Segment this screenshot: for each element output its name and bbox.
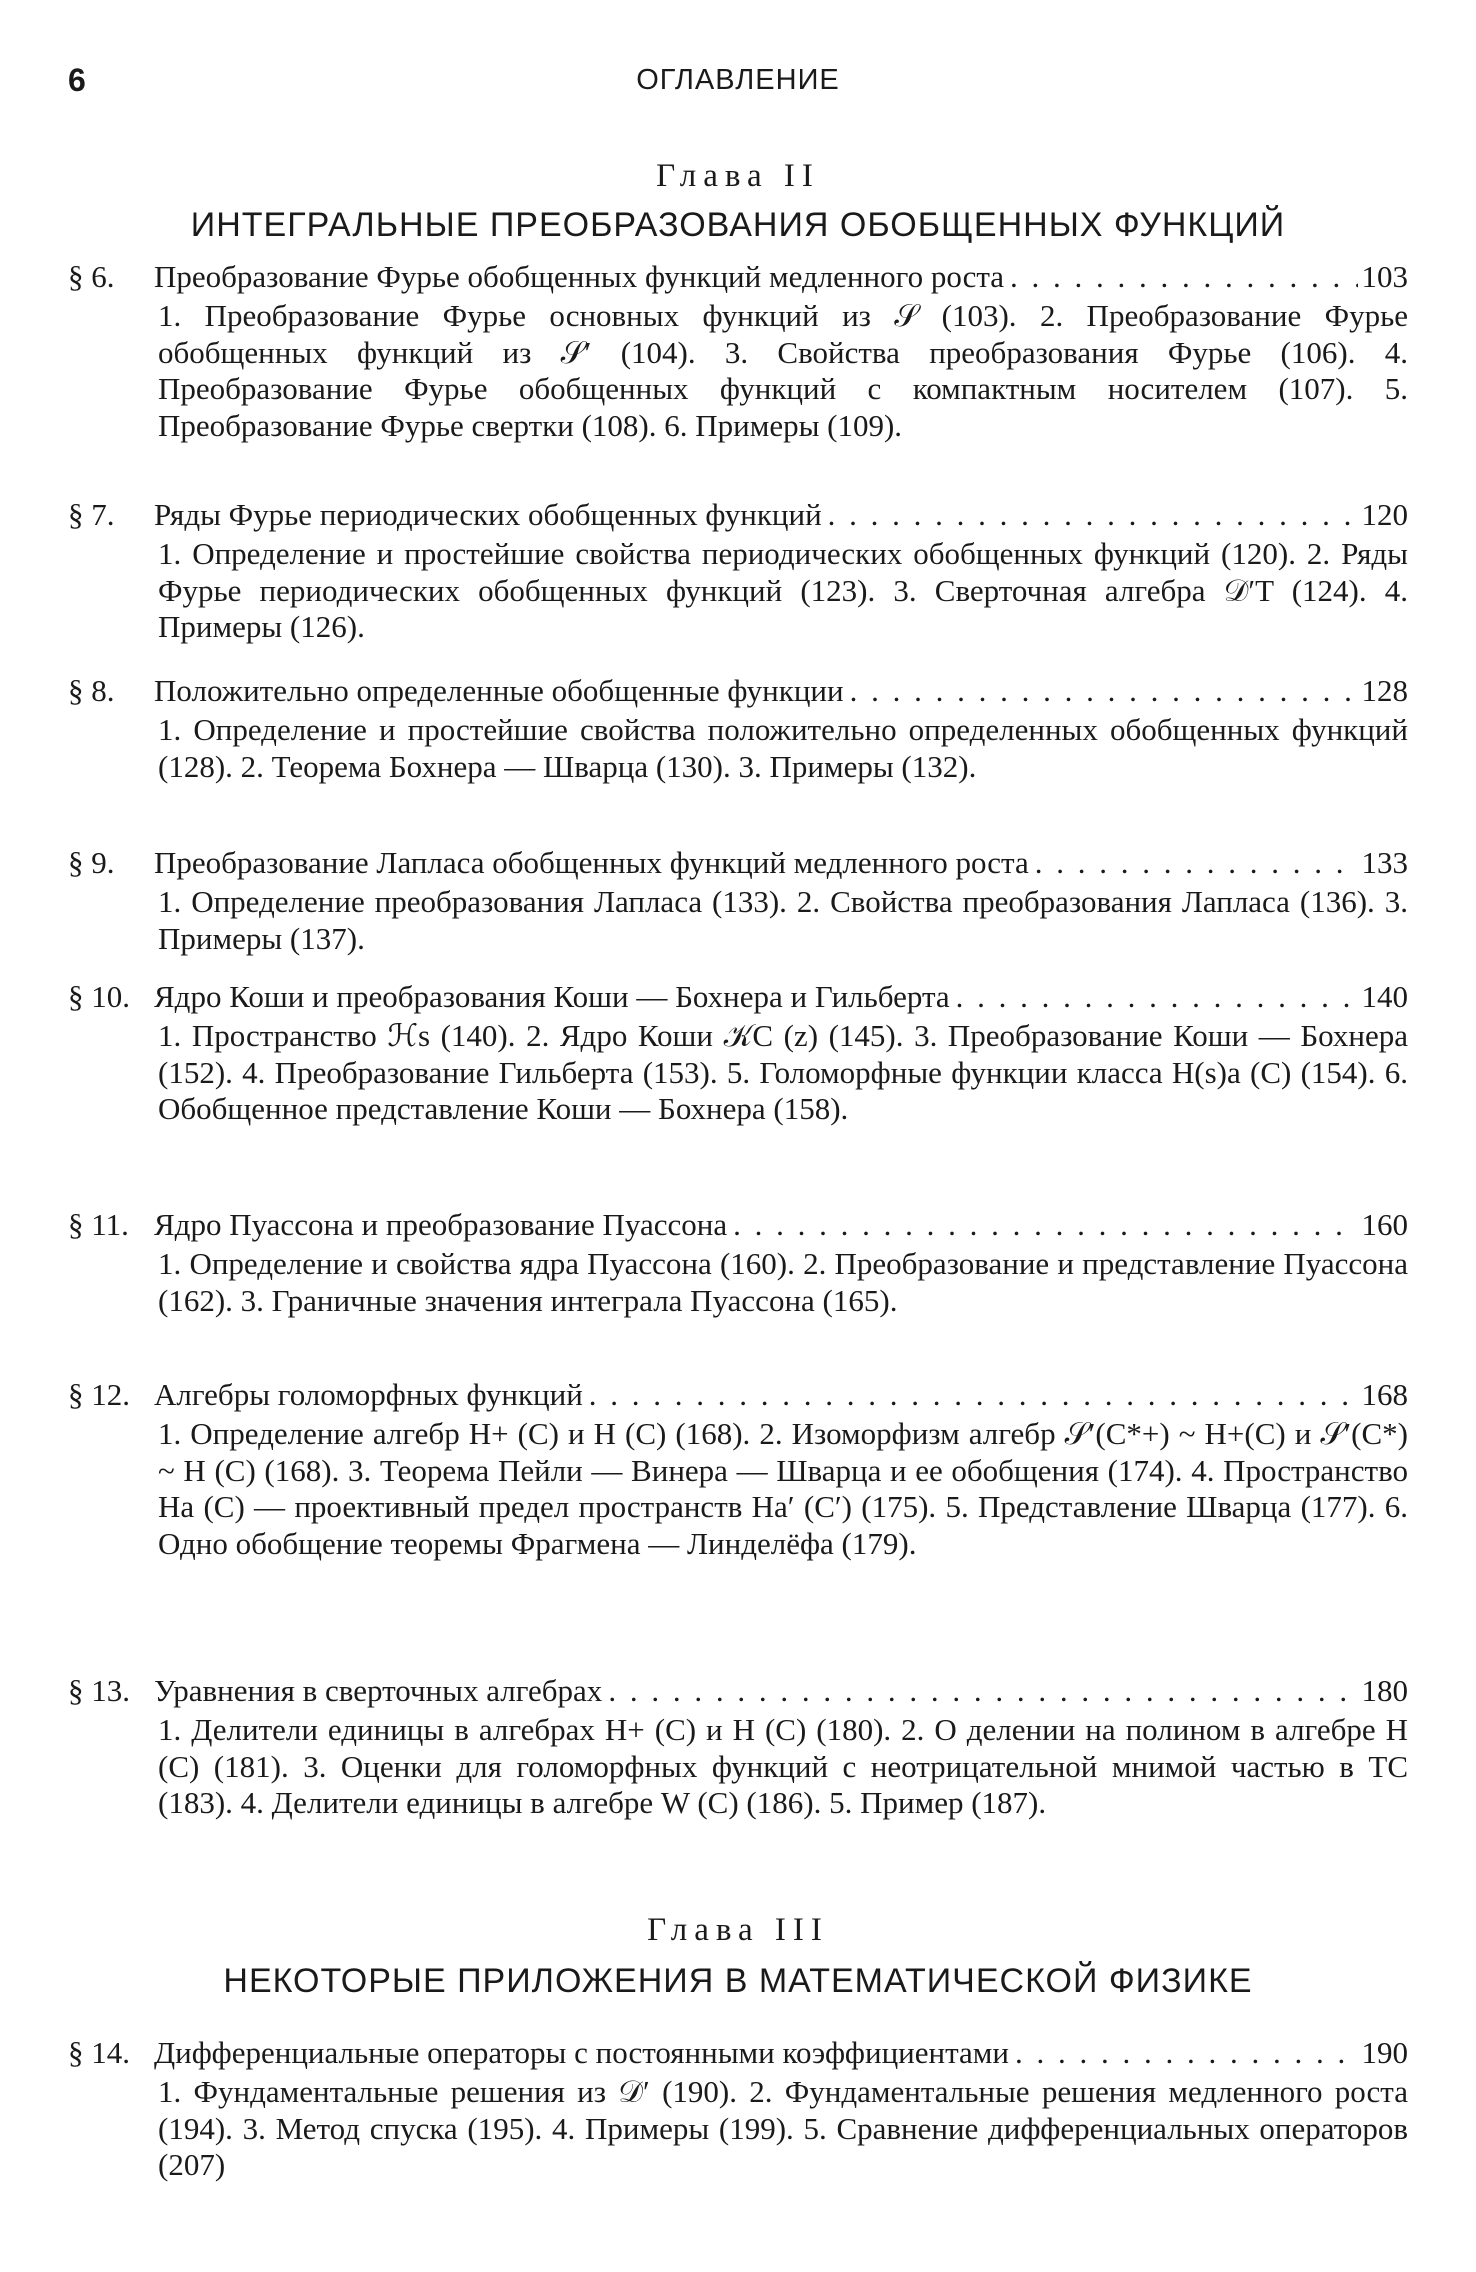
subsection-item: 3. Примеры (132). — [738, 748, 977, 784]
chapter-label: Глава III — [647, 1912, 829, 1948]
subsection-item: 3. Граничные значения интеграла Пуассона (165). — [240, 1282, 898, 1318]
section-mark: § 10. — [68, 979, 130, 1014]
subsection-item: 2. Теорема Бохнера — Шварца (130). — [240, 748, 731, 784]
section-heading — [68, 1670, 1408, 1712]
subsection-item: 1. Определение алгебр H+ (C) и H (C) (168). — [158, 1416, 751, 1451]
chapter-title: ИНТЕГРАЛЬНЫЕ ПРЕОБРАЗОВАНИЯ ОБОБЩЕННЫХ ФУНКЦИЙ — [190, 206, 1286, 244]
subsection-item: 2. Ряды Фурье периодических обобщенных функций (123). — [158, 536, 1409, 608]
leader-dots — [844, 670, 1358, 712]
section-page: 190 — [1361, 2035, 1408, 2070]
subsection-item: 1. Преобразование Фурье основных функций из 𝒮 (103). — [158, 298, 1017, 333]
section-title: Преобразование Лапласа обобщенных функций медленного роста — [154, 845, 1029, 880]
subsection-item: 3. Сверточная алгебра 𝒟′T (124). — [893, 572, 1367, 608]
subsection-item: 2. Фундаментальные решения медленного роста (194). — [158, 2074, 1408, 2146]
subsection-item: 4. Примеры (126). — [158, 572, 1409, 644]
subsection-item: 3. Оценки для голоморфных функций с неотрицательной мнимой частью в TC (183). — [158, 1748, 1409, 1820]
section-heading — [68, 256, 1408, 298]
subsection-item: 1. Фундаментальные решения из 𝒟′ (190). — [158, 2074, 737, 2109]
subsection-item: 5. Голоморфные функции класса H(s)a (C) (154). — [726, 1054, 1376, 1090]
leader-dots — [950, 976, 1358, 1018]
section-page: 160 — [1361, 1207, 1408, 1242]
subsection-item: 2. Ядро Коши 𝒦C (z) (145). — [526, 1018, 904, 1053]
leader-dots — [602, 1670, 1357, 1712]
section-heading — [68, 1374, 1408, 1416]
section-mark: § 11. — [68, 1207, 129, 1242]
section-mark: § 12. — [68, 1377, 130, 1412]
toc-section — [68, 2032, 1408, 2184]
subsection-item: 1. Делители единицы в алгебрах H+ (C) и H (C) (180). — [158, 1712, 892, 1747]
subsection-item: 4. Примеры (199). — [552, 2110, 794, 2146]
toc-section — [68, 1204, 1408, 1319]
subsection-item: 1. Определение и простейшие свойства периодических обобщенных функций (120). — [158, 536, 1296, 571]
section-mark: § 7. — [68, 497, 115, 532]
subsection-item: 2. О делении на полином в алгебре H (C) (181). — [158, 1712, 1408, 1784]
subsection-item: 6. Обобщенное представление Коши — Бохнера (158). — [158, 1054, 1409, 1126]
subsection-item: 3. Свойства преобразования Фурье (106). — [724, 334, 1356, 370]
subsection-item: 3. Метод спуска (195). — [242, 2110, 543, 2146]
section-contents — [158, 712, 1408, 785]
subsection-item: 4. Преобразование Гильберта (153). — [242, 1054, 718, 1090]
section-page: 120 — [1361, 497, 1408, 532]
subsection-item: 6. Одно обобщение теоремы Фрагмена — Линделёфа (179). — [158, 1489, 1409, 1561]
section-contents — [158, 298, 1408, 444]
leader-dots — [583, 1374, 1358, 1416]
subsection-item: 5. Преобразование Фурье свертки (108). — [158, 371, 1409, 443]
section-contents — [158, 1246, 1408, 1319]
section-mark: § 6. — [68, 259, 115, 294]
subsection-item: 4. Пространство Ha (C) — проективный предел пространств Ha′ (C′) (175). — [158, 1452, 1409, 1524]
subsection-item: 1. Определение и простейшие свойства положительно определенных обобщенных функций (128). — [158, 712, 1408, 784]
running-head — [68, 62, 1408, 106]
section-page: 103 — [1361, 259, 1408, 294]
section-page: 180 — [1361, 1673, 1408, 1708]
subsection-item: 2. Преобразование и представление Пуассона (162). — [158, 1246, 1409, 1318]
section-title: Положительно определенные обобщенные функции — [154, 673, 844, 708]
section-page: 140 — [1361, 979, 1408, 1014]
section-page: 133 — [1361, 845, 1408, 880]
section-title: Дифференциальные операторы с постоянными коэффициентами — [154, 2035, 1009, 2070]
chapter-label: Глава II — [656, 158, 820, 194]
toc-section — [68, 1374, 1408, 1562]
section-contents — [158, 1712, 1408, 1822]
page-number: 6 — [68, 62, 86, 98]
section-contents — [158, 1018, 1408, 1128]
toc-section — [68, 1670, 1408, 1822]
toc-section — [68, 494, 1408, 646]
leader-dots — [1004, 256, 1357, 298]
subsection-item: 1. Определение и свойства ядра Пуассона (160). — [158, 1246, 795, 1281]
subsection-item: 2. Свойства преобразования Лапласа (136). — [796, 884, 1375, 919]
leader-dots — [822, 494, 1358, 536]
leader-dots — [1029, 842, 1358, 884]
section-mark: § 13. — [68, 1673, 130, 1708]
section-title: Ряды Фурье периодических обобщенных функций — [154, 497, 822, 532]
section-title: Преобразование Фурье обобщенных функций медленного роста — [154, 259, 1005, 294]
section-heading — [68, 670, 1408, 712]
running-title: ОГЛАВЛЕНИЕ — [636, 64, 840, 96]
toc-section — [68, 670, 1408, 785]
toc-section — [68, 256, 1408, 444]
section-heading — [68, 2032, 1408, 2074]
section-heading — [68, 976, 1408, 1018]
toc-section — [68, 842, 1408, 957]
section-title: Алгебры голоморфных функций — [154, 1377, 583, 1412]
subsection-item: 3. Теорема Пейли — Винера — Шварца и ее обобщения (174). — [347, 1452, 1183, 1488]
section-mark: § 9. — [68, 845, 115, 880]
leader-dots — [727, 1204, 1357, 1246]
section-page: 128 — [1361, 673, 1408, 708]
section-contents — [158, 2074, 1408, 2184]
section-title: Ядро Пуассона и преобразование Пуассона — [154, 1207, 728, 1242]
subsection-item: 5. Сравнение дифференциальных операторов (207) — [158, 2110, 1409, 2182]
section-mark: § 14. — [68, 2035, 130, 2070]
subsection-item: 3. Преобразование Коши — Бохнера (152). — [158, 1018, 1409, 1090]
subsection-item: 2. Изоморфизм алгебр 𝒮′(C*+) ~ H+(C) и 𝒮′(C*) ~ H (C) (168). — [158, 1416, 1408, 1488]
section-contents — [158, 536, 1408, 646]
section-title: Ядро Коши и преобразования Коши — Бохнера и Гильберта — [154, 979, 950, 1014]
section-heading — [68, 842, 1408, 884]
section-title: Уравнения в сверточных алгебрах — [154, 1673, 603, 1708]
subsection-item: 1. Пространство ℋs (140). — [158, 1018, 516, 1053]
leader-dots — [1009, 2032, 1358, 2074]
subsection-item: 5. Пример (187). — [829, 1785, 1047, 1820]
chapter-title: НЕКОТОРЫЕ ПРИЛОЖЕНИЯ В МАТЕМАТИЧЕСКОЙ ФИЗИКЕ — [223, 1962, 1253, 2000]
section-contents — [158, 1416, 1408, 1562]
subsection-item: 4. Преобразование Фурье обобщенных функций с компактным носителем (107). — [158, 334, 1408, 406]
section-contents — [158, 884, 1408, 957]
subsection-item: 1. Определение преобразования Лапласа (133). — [158, 884, 787, 919]
subsection-item: 4. Делители единицы в алгебре W (C) (186). — [240, 1785, 822, 1820]
toc-section — [68, 976, 1408, 1128]
subsection-item: 6. Примеры (109). — [664, 407, 903, 443]
subsection-item: 2. Преобразование Фурье обобщенных функций из 𝒮′ (104). — [158, 298, 1408, 370]
section-page: 168 — [1361, 1377, 1408, 1412]
subsection-item: 5. Представление Шварца (177). — [945, 1489, 1376, 1524]
section-heading — [68, 494, 1408, 536]
section-heading — [68, 1204, 1408, 1246]
subsection-item: 3. Примеры (137). — [158, 884, 1408, 956]
section-mark: § 8. — [68, 673, 115, 708]
